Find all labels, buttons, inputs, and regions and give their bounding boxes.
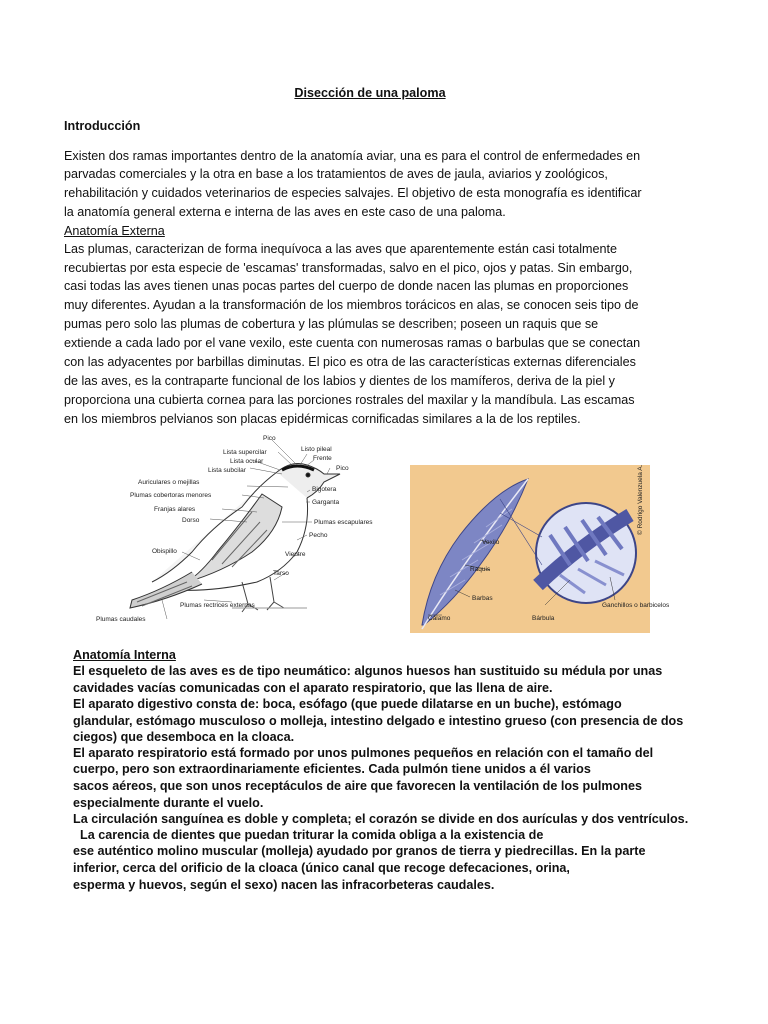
feather-label: Vexilo bbox=[482, 539, 500, 546]
feather-label: Barbas bbox=[472, 595, 493, 602]
feather-label: Raquis bbox=[470, 566, 491, 573]
externa-line: en los miembros pelvianos son placas epidérmicas cornificadas similares a la de los reptiles. bbox=[64, 412, 581, 426]
interna-line: sacos aéreos, que son unos receptáculos de aire que favorecen la ventilación de los pulmones bbox=[73, 779, 643, 793]
bird-anatomy-figure bbox=[92, 432, 392, 628]
feather-structure-figure bbox=[410, 464, 670, 633]
interna-line: especialmente durante el vuelo. bbox=[73, 796, 264, 810]
feather-label: Ganchillos o barbicelos bbox=[602, 602, 670, 609]
bird-label: Lista subcilar bbox=[208, 467, 246, 474]
bird-label: Bigotera bbox=[312, 486, 337, 493]
externa-line: proporciona una cubierta cornea para las porciones rostrales del maxilar y la mandíbula. Las escamas bbox=[64, 393, 635, 407]
bird-label: Tarso bbox=[273, 570, 289, 577]
page-title: Disección de una paloma bbox=[294, 86, 446, 100]
interna-line: El aparato digestivo consta de: boca, esófago (que puede dilatarse en un buche), estómago bbox=[73, 697, 622, 711]
feather-label: Cálamo bbox=[428, 615, 451, 622]
bird-label: Lista ocular bbox=[230, 458, 264, 465]
bird-labels bbox=[96, 435, 373, 623]
externa-line: muy diferentes. Ayudan a la transformación de los miembros torácicos en alas, se conocen seis tipo de bbox=[64, 298, 639, 312]
bird-label: Listo pileal bbox=[301, 446, 332, 453]
interna-line: ciegos) que desemboca en la cloaca. bbox=[73, 730, 295, 744]
externa-line: casi todas las aves tienen unas pocas partes del cuerpo de donde nacen las plumas en proporciones bbox=[64, 279, 629, 293]
intro-heading: Introducción bbox=[64, 119, 141, 133]
feather-credit: © Rodrigo Valenzuela A. bbox=[637, 464, 644, 535]
bird-label: Pico bbox=[336, 465, 349, 472]
intro-line: la anatomía general externa e interna de las aves en este caso de una paloma. bbox=[64, 205, 506, 219]
bird-label: Plumas caudales bbox=[96, 616, 146, 623]
bird-label: Plumas escapulares bbox=[314, 519, 373, 526]
bird-label: Obispillo bbox=[152, 548, 177, 555]
bird-label: Dorso bbox=[182, 517, 200, 524]
bird-label: Lista supercilar bbox=[223, 449, 267, 456]
interna-line: El esqueleto de las aves es de tipo neumático: algunos huesos han sustituido su médula por unas bbox=[73, 664, 663, 678]
interna-line: La circulación sanguínea es doble y completa; el corazón se divide en dos aurículas y dos ventrículos. bbox=[73, 812, 689, 826]
interna-heading: Anatomía Interna bbox=[73, 648, 176, 662]
externa-line: recubiertas por esta especie de 'escamas' transformadas, salvo en el pico, ojos y patas. Sin embargo, bbox=[64, 261, 633, 275]
interna-line: glandular, estómago musculoso o molleja, intestino delgado e intestino grueso (con presencia de dos bbox=[73, 714, 684, 728]
externa-line: Las plumas, caracterizan de forma inequívoca a las aves que aparentemente están casi totalmente bbox=[64, 242, 618, 256]
interna-line: El aparato respiratorio está formado por unos pulmones pequeños en relación con el tamaño del bbox=[73, 746, 654, 760]
externa-heading: Anatomía Externa bbox=[64, 224, 165, 238]
intro-line: Existen dos ramas importantes dentro de la anatomía aviar, una es para el control de enfermedades en bbox=[64, 149, 641, 163]
bird-label: Pecho bbox=[309, 532, 328, 539]
bird-label: Pico bbox=[263, 435, 276, 442]
bird-label: Franjas alares bbox=[154, 506, 196, 513]
interna-line: La carencia de dientes que puedan triturar la comida obliga a la existencia de bbox=[73, 828, 544, 842]
feather-label: Bárbula bbox=[532, 615, 555, 622]
externa-line: extiende a cada lado por el vane vexilo, este cuenta con numerosas ramas o barbulas que se conectan bbox=[64, 336, 641, 350]
bird-label: Frente bbox=[313, 455, 332, 462]
externa-line: de las aves, es la contraparte funcional de los labios y dientes de los mamíferos, deriva de la piel y bbox=[64, 374, 615, 388]
bird-label: Plumas cobertoras menores bbox=[130, 492, 212, 499]
interna-line: cavidades vacías comunicadas con el aparato respiratorio, que las llena de aire. bbox=[73, 681, 553, 695]
interna-line: cuerpo, pero son extraordinariamente eficientes. Cada pulmón tiene unidos a él varios bbox=[73, 762, 591, 776]
externa-line: pumas pero solo las plumas de cobertura y las plúmulas se describen; poseen un raquis que se bbox=[64, 317, 599, 331]
bird-label: Garganta bbox=[312, 499, 340, 506]
interna-line: inferior, cerca del orificio de la cloaca (único canal que recoge defecaciones, orina, bbox=[73, 861, 570, 875]
intro-line: parvadas comerciales y la otra en base a los tratamientos de aves de jaula, aviarios y zoológicos, bbox=[64, 167, 608, 181]
interna-line: ese auténtico molino muscular (molleja) ayudado por granos de tierra y piedrecillas. En la parte bbox=[73, 844, 646, 858]
intro-line: rehabilitación y cuidados veterinarios de especies salvajes. El objetivo de esta monografía es identificar bbox=[64, 186, 642, 200]
bird-label: Auriculares o mejillas bbox=[138, 479, 200, 486]
bird-label: Vientre bbox=[285, 551, 306, 558]
interna-line: esperma y huevos, según el sexo) nacen las infracorbeteras caudales. bbox=[73, 878, 495, 892]
bird-label: Plumas rectrices externas bbox=[180, 602, 255, 609]
externa-line: con las adyacentes por barbillas diminutas. El pico es otra de las características externas diferenciales bbox=[64, 355, 636, 369]
